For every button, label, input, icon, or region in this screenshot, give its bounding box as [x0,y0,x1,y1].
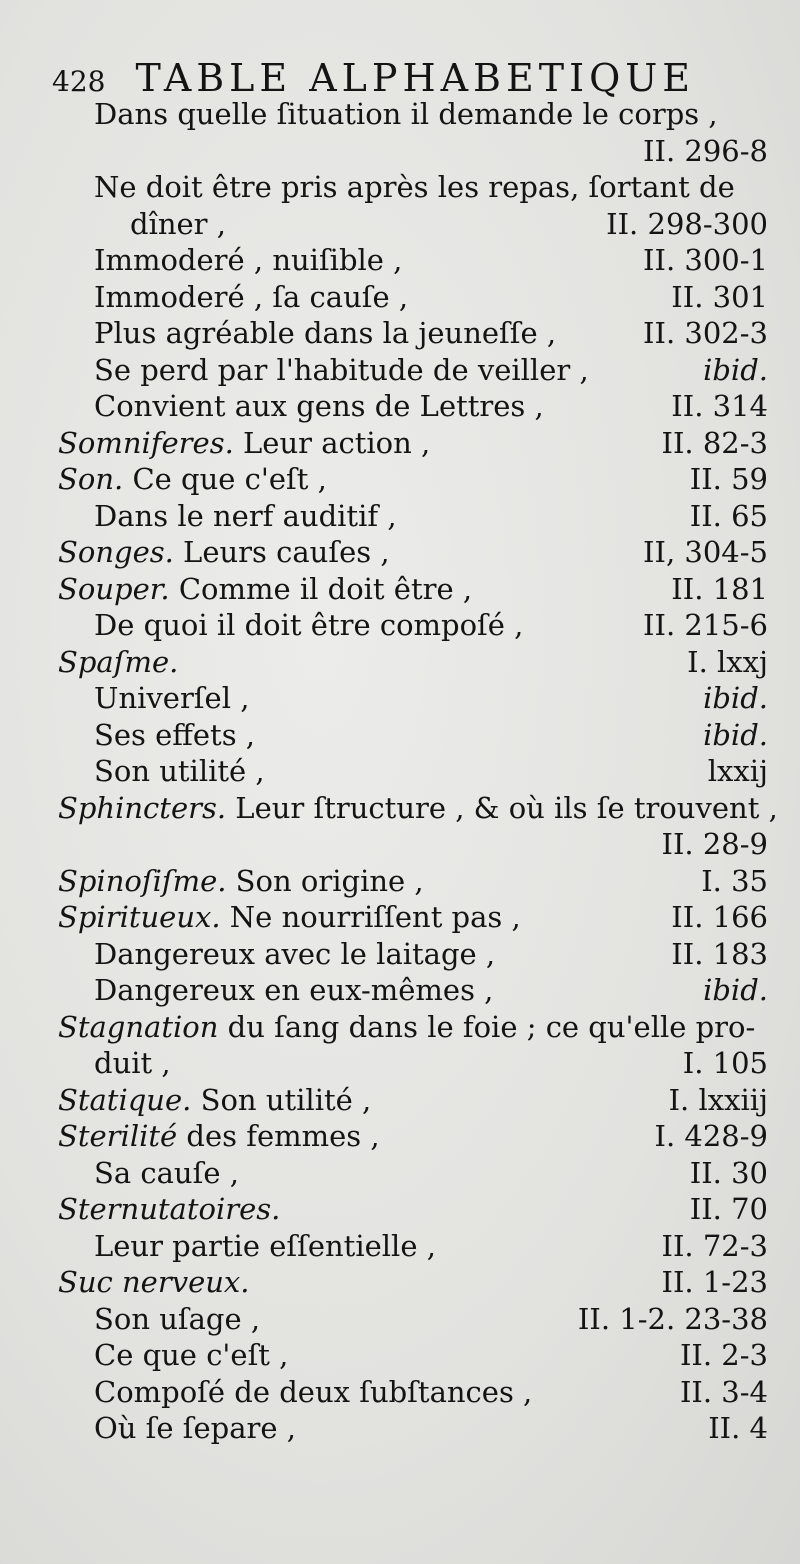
entry-headword: Souper. [58,571,170,606]
entry-description: Univerſel , [94,681,250,715]
index-entry [0,1264,800,1301]
entry-text [58,425,430,462]
index-entry [0,1045,800,1082]
entry-text [94,169,735,206]
entry-description: Compoſé de deux ſubſtances , [94,1374,533,1409]
entry-reference: I. 428-9 [654,1119,768,1153]
entry-text [94,680,249,717]
entry-text [94,96,718,133]
entry-description: Ses effets , [94,717,256,752]
entry-reference: ibid. [703,717,768,752]
entry-reference: II. 2-3 [679,1338,768,1372]
entry-text [58,534,390,571]
index-entry [0,352,800,389]
entry-description: Ne nourriſſent pas , [220,900,521,934]
entry-description: Dangereux avec le laitage , [94,936,496,971]
entry-text [94,1155,239,1192]
entry-text [58,863,424,900]
entry-text [58,1191,280,1228]
entry-reference: II. 30 [689,1155,768,1190]
entry-text [94,936,495,973]
entry-text [58,644,178,681]
entry-text [94,242,402,279]
entry-reference: II. 72-3 [661,1228,768,1263]
entry-text [58,790,778,827]
index-entry [0,1082,800,1119]
entry-headword: Sterilité [58,1119,178,1153]
entry-headword: Statique. [58,1082,192,1117]
entry-text [94,388,544,425]
entry-text [58,1264,250,1301]
entry-text [94,1410,296,1447]
entry-reference: I. lxxiij [668,1082,768,1117]
entry-headword: Stagnation [58,1009,219,1044]
index-entries [0,96,800,1447]
entry-text [94,498,397,535]
entry-reference: II. 65 [689,498,768,533]
index-entry [0,899,800,936]
index-entry [0,972,800,1009]
entry-headword: Spinoſiſme. [58,863,227,898]
index-entry [0,169,800,206]
entry-description: Ce que c'eſt , [94,1338,289,1372]
entry-reference: ibid. [703,352,768,387]
index-entry [0,790,800,827]
entry-description: Convient aux gens de Lettres , [94,389,544,423]
index-entry [0,717,800,754]
entry-text [130,206,226,243]
entry-reference: II. 183 [671,936,768,971]
entry-text [94,607,523,644]
index-entry [0,315,800,352]
index-entry [0,680,800,717]
entry-reference: II. 314 [671,389,768,423]
entry-description: Son origine , [226,863,424,898]
index-entry [0,1118,800,1155]
entry-reference: I. lxxj [687,644,768,679]
entry-text [94,315,556,352]
entry-description: Dans le nerf auditif , [94,498,397,533]
entry-reference: II. 298-300 [606,206,768,241]
page-number: 428 [52,65,106,98]
entry-description: Dans quelle ſituation il demande le corps , [94,97,718,131]
page-title: TABLE ALPHABETIQUE [135,56,695,100]
index-entry [0,498,800,535]
entry-text [58,571,472,608]
index-entry [0,1191,800,1228]
entry-description: des femmes , [177,1119,380,1153]
entry-description: Se perd par l'habitude de veiller , [94,352,589,387]
entry-description: Ne doit être pris après les repas, ſortant de [94,170,735,204]
entry-reference: II. 82-3 [661,425,768,460]
entry-text [94,279,408,316]
index-entry [0,206,800,243]
index-entry [0,242,800,279]
index-entry [0,425,800,462]
index-entry [0,1228,800,1265]
entry-description: Comme il doit être , [169,571,473,606]
entry-headword: Son. [58,462,124,496]
entry-headword: Somniferes. [58,425,234,460]
entry-headword: Spiritueux. [58,900,221,934]
entry-description: Dangereux en eux-mêmes , [94,973,494,1007]
index-entry [0,534,800,571]
entry-description: Leur ſtructure , & où ils ſe trouvent , [226,790,778,825]
entry-headword: Sphincters. [58,790,227,825]
entry-description: du ſang dans le foie ; ce qu'elle pro- [218,1009,756,1044]
entry-reference: ibid. [703,681,768,715]
entry-text [94,717,255,754]
entry-reference: II. 59 [689,462,768,496]
index-entry [0,279,800,316]
entry-text [94,352,589,389]
index-entry [0,133,800,170]
entry-text [94,1228,436,1265]
entry-description: Leur action , [233,425,431,460]
entry-reference: II. 166 [671,900,768,934]
entry-description: Son utilité , [94,754,265,788]
entry-description: Leur partie eſſentielle , [94,1228,436,1263]
index-entry [0,388,800,425]
entry-description: duit , [94,1046,171,1080]
entry-description: Leurs cauſes , [173,535,390,569]
entry-reference: I. 105 [682,1046,768,1080]
entry-text [58,1118,380,1155]
entry-reference: II. 1-2. 23-38 [577,1301,768,1336]
index-entry [0,1009,800,1046]
entry-reference: II. 300-1 [643,243,768,277]
entry-reference: II. 181 [671,571,768,606]
entry-headword: Suc nerveux. [58,1265,250,1299]
index-entry [0,461,800,498]
index-entry [0,826,800,863]
index-entry [0,644,800,681]
entry-description: Plus agréable dans la jeuneſſe , [94,316,557,350]
entry-reference: II. 1-23 [661,1265,768,1299]
entry-text [94,1045,171,1082]
entry-reference: II, 304-5 [643,535,768,569]
entry-description: Sa cauſe , [94,1155,239,1190]
entry-text [94,1301,260,1338]
entry-reference: II. 70 [689,1192,768,1226]
index-entry [0,1301,800,1338]
index-entry [0,607,800,644]
entry-description: dîner , [130,206,226,241]
entry-description: De quoi il doit être compoſé , [94,608,524,642]
entry-text [58,1082,371,1119]
entry-reference: II. 3-4 [679,1374,768,1409]
entry-reference: II. 215-6 [643,608,768,642]
entry-description: Ce que c'eſt , [123,462,327,496]
entry-description: Immoderé , nuiſible , [94,243,403,277]
index-entry [0,1410,800,1447]
entry-text [58,461,327,498]
entry-reference: II. 301 [671,279,768,314]
index-entry [0,753,800,790]
index-entry [0,1374,800,1411]
entry-text [94,753,265,790]
entry-reference: I. 35 [701,863,768,898]
entry-description: Où ſe ſepare , [94,1411,296,1445]
entry-text [94,1337,288,1374]
index-entry [0,1155,800,1192]
entry-description: Son utilité , [191,1082,372,1117]
entry-reference: lxxij [707,754,768,788]
entry-headword: Spaſme. [58,644,179,679]
entry-reference: II. 28-9 [661,827,768,861]
entry-headword: Songes. [58,535,174,569]
index-entry [0,1337,800,1374]
entry-reference: II. 302-3 [643,316,768,350]
entry-headword: Sternutatoires. [58,1192,281,1226]
index-entry [0,96,800,133]
entry-reference: II. 4 [708,1411,768,1445]
index-entry [0,936,800,973]
entry-reference: II. 296-8 [643,133,768,168]
entry-description: Son uſage , [94,1301,261,1336]
entry-text [94,972,493,1009]
index-entry [0,571,800,608]
entry-description: Immoderé , ſa cauſe , [94,279,409,314]
index-entry [0,863,800,900]
entry-text [58,1009,755,1046]
entry-text [94,1374,532,1411]
entry-reference: ibid. [703,973,768,1007]
entry-text [58,899,521,936]
